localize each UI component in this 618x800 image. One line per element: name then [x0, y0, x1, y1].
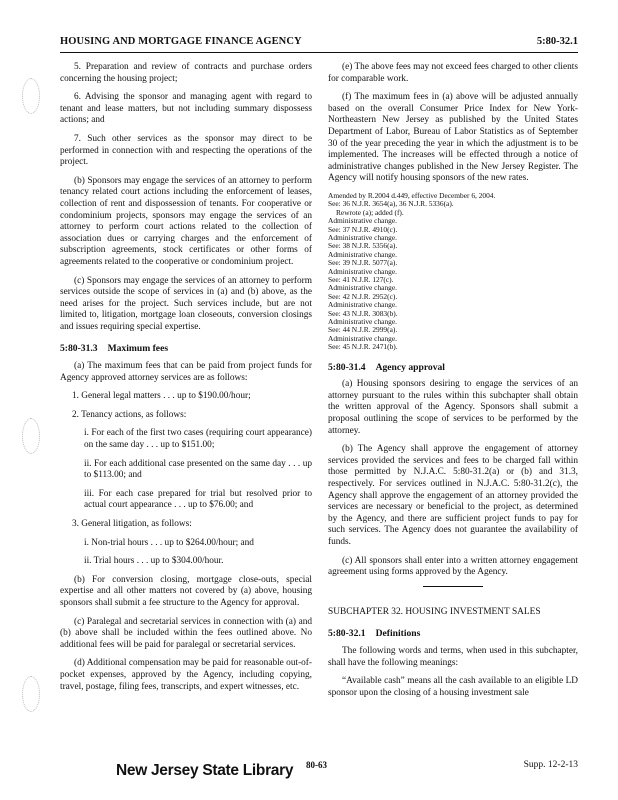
paragraph: 7. Such other services as the sponsor may direct to be performed in connection with and respecting the operations of the project.: [60, 133, 312, 168]
paragraph: (e) The above fees may not exceed fees charged to other clients for comparable work.: [328, 62, 578, 84]
paragraph: (c) Sponsors may engage the services of an attorney to perform services outside the scope of services in (a) and (b) above, as the need arises for the project. Such services include, but are not limited to, litigation, mortgage loan closeouts, conversion closings and issues requiring special expertise.: [60, 275, 312, 332]
paragraph: (b) The Agency shall approve the engagement of attorney services provided the services and fees to be charged fall within those permitted by N.J.A.C. 5:80-31.2(a) or (b) and 31.3, respectively. For services outlined in N.J.A.C. 5:80-31.2(c), the Agency shall approve the engagement of an attorney provided the services are necessary or beneficial to the project, as determined by the Agency, and there are sufficient project funds to pay for such services. The Agency does not guarantee the availability of funds.: [328, 444, 578, 547]
history-line: See: 41 N.J.R. 127(c).: [328, 275, 394, 284]
supplement-date: Supp. 12-2-13: [523, 760, 578, 770]
binder-hole: [22, 418, 40, 454]
section-title: Definitions: [375, 628, 421, 640]
section-title: Agency approval: [375, 361, 445, 373]
page-number: 80-63: [306, 760, 327, 770]
history-line: Administrative change.: [328, 216, 397, 226]
history-line: See: 37 N.J.R. 4910(c).: [328, 224, 398, 234]
history-line: Administrative change.: [328, 249, 397, 259]
history-line: Administrative change.: [328, 232, 397, 242]
paragraph: (f) The maximum fees in (a) above will be adjusted annually based on the overall Consumer Price Index for New York-Northeastern New Jersey as published by the United States Department of Labor, Bureau of Labor Statistics as of September 30 of the year preceding the year in which the adjustment is to be implemented. The increases will be effected through a notice of administrative changes published in the New Jersey Register. The Agency will notify housing sponsors of the new rates.: [328, 92, 578, 184]
section-heading: [328, 362, 578, 374]
list-item: 3. General litigation, as follows:: [72, 519, 192, 529]
history-notes: [328, 192, 578, 352]
paragraph: “Available cash” means all the cash available to an eligible LD sponsor upon the closing of a housing investment sale: [328, 676, 578, 698]
binder-hole: [22, 676, 40, 712]
section-number: 5:80-32.1: [328, 628, 366, 640]
history-line: See: 42 N.J.R. 2952(c).: [328, 291, 398, 301]
list-item: i. For each of the first two cases (requiring court appearance) on the same day . . . up to $151.00;: [84, 428, 312, 451]
history-line: Administrative change.: [328, 283, 397, 293]
paragraph: (b) Sponsors may engage the services of an attorney to perform tenancy related court actions including the enforcement of leases, collection of rent and dispossession of tenants. For cooperative or condominium projects, sponsors may engage the services of an attorney to perform court actions related to the collection of association dues or carrying charges and the enforcement of subscription agreements, stock certificates or other forms of agreements related to the cooperative or condominium project.: [60, 175, 312, 267]
subchapter-heading: SUBCHAPTER 32. HOUSING INVESTMENT SALES: [328, 606, 541, 617]
list-item: ii. For each additional case presented on the same day . . . up to $113.00; and: [84, 458, 312, 481]
history-line: See: 43 N.J.R. 3083(b).: [328, 308, 398, 318]
paragraph: 5. Preparation and review of contracts and purchase orders concerning the housing project;: [60, 62, 312, 84]
paragraph: (c) Paralegal and secretarial services in connection with (a) and (b) above shall be included within the fees outlined above. No additional fees will be paid for paralegal or secretarial services.: [60, 616, 312, 650]
paragraph: (d) Additional compensation may be paid for reasonable out-of-pocket expenses, approved by the Agency, including copying, travel, postage, filing fees, transcripts, and expert witnesses, etc.: [60, 658, 312, 692]
history-line: Rewrote (a); added (f).: [336, 207, 404, 217]
library-stamp: New Jersey State Library: [116, 762, 294, 779]
list-item: ii. Trial hours . . . up to $304.00/hour.: [84, 556, 224, 567]
history-line: See: 45 N.J.R. 2471(b).: [328, 342, 398, 352]
paragraph: The following words and terms, when used in this subchapter, shall have the following meanings:: [328, 645, 578, 668]
left-column: [60, 62, 312, 700]
list-item: iii. For each case prepared for trial but resolved prior to actual court appearance . . . up to $76.00; and: [84, 488, 312, 511]
section-title: Maximum fees: [107, 343, 169, 355]
section-number: 5:80-31.3: [60, 343, 98, 355]
history-line: Administrative change.: [328, 317, 397, 327]
history-line: Amended by R.2004 d.449, effective December 6, 2004.: [328, 190, 496, 200]
list-item: i. Non-trial hours . . . up to $264.00/hour; and: [84, 537, 254, 548]
binder-hole: [22, 78, 40, 114]
paragraph: (c) All sponsors shall enter into a written attorney engagement agreement using forms approved by the Agency.: [328, 555, 578, 578]
history-line: See: 38 N.J.R. 5356(a).: [328, 241, 398, 251]
list-item: 2. Tenancy actions, as follows:: [72, 409, 187, 420]
paragraph: (b) For conversion closing, mortgage close-outs, special expertise and all other matters not covered by (a) above, housing sponsors shall submit a fee structure to the Agency for approval.: [60, 574, 312, 608]
paragraph: (a) Housing sponsors desiring to engage the services of an attorney pursuant to the rules within this subchapter shall obtain the written approval of the Agency. Sponsors shall submit a proposal outlining the scope of services to be performed by the attorney.: [328, 379, 578, 436]
history-line: Administrative change.: [328, 333, 397, 343]
header-title: HOUSING AND MORTGAGE FINANCE AGENCY: [60, 36, 302, 47]
history-line: See: 44 N.J.R. 2999(a).: [328, 325, 398, 335]
section-heading: [328, 628, 578, 640]
section-number: 5:80-31.4: [328, 361, 366, 373]
section-heading: [60, 343, 312, 355]
history-line: See: 39 N.J.R. 5077(a).: [328, 258, 398, 268]
history-line: Administrative change.: [328, 266, 397, 276]
right-column: [328, 62, 578, 706]
paragraph: 6. Advising the sponsor and managing agent with regard to tenant and lease matters, but not including summary dispossess actions; and: [60, 92, 312, 126]
header-section: 5:80-32.1: [536, 36, 578, 47]
divider: [423, 586, 483, 587]
list-item: 1. General legal matters . . . up to $190.00/hour;: [72, 391, 251, 402]
history-line: See: 36 N.J.R. 3654(a), 36 N.J.R. 5336(a).: [328, 199, 454, 209]
running-header: [60, 34, 578, 53]
paragraph: (a) The maximum fees that can be paid from project funds for Agency approved attorney services are as follows:: [60, 361, 312, 383]
history-line: Administrative change.: [328, 300, 397, 310]
